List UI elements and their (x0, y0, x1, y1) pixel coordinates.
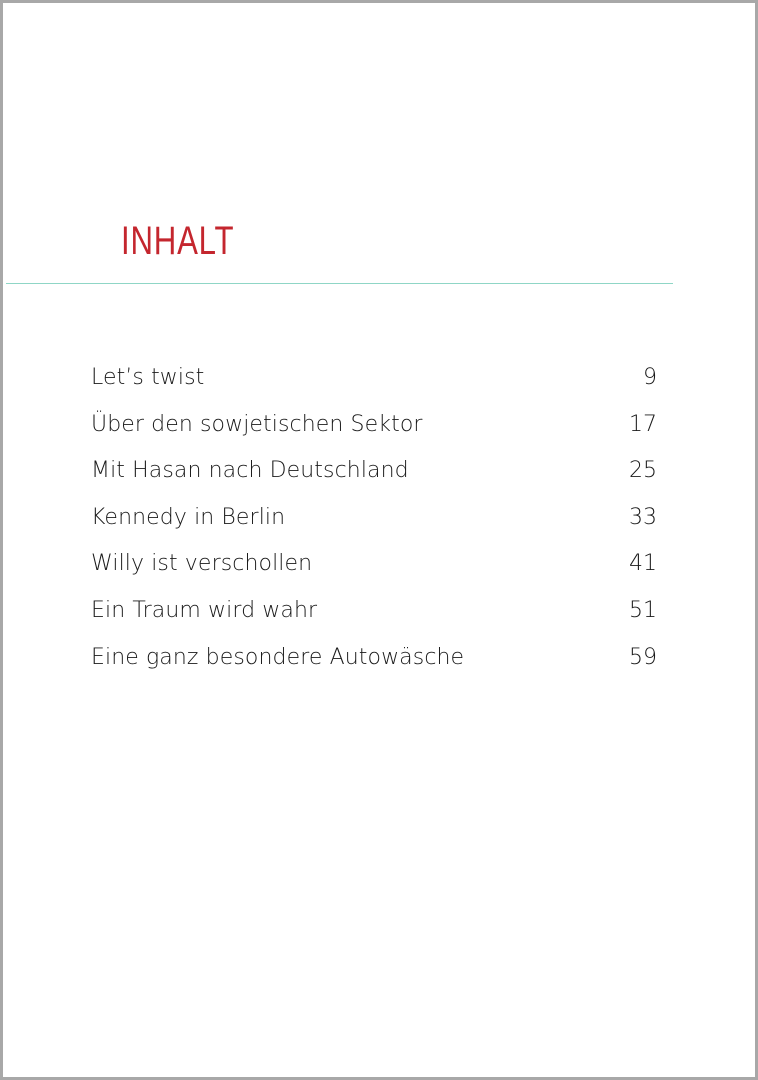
toc-entry-title: Let’s twist (91, 365, 205, 390)
toc-entry-page: 41 (629, 551, 657, 577)
toc-entry[interactable] (91, 448, 657, 495)
toc-heading: INHALT (121, 219, 235, 263)
toc-entry[interactable] (91, 635, 657, 682)
toc-entry[interactable] (91, 402, 657, 449)
toc-entry[interactable] (91, 588, 657, 635)
toc-entry[interactable] (91, 355, 657, 402)
toc-entry-page: 17 (629, 411, 657, 437)
heading-divider (6, 283, 673, 284)
toc-entry-page: 33 (629, 504, 657, 530)
table-of-contents (91, 355, 657, 681)
toc-entry-title: Eine ganz besondere Autowäsche (91, 644, 465, 670)
toc-entry-title: Willy ist verschollen (91, 551, 313, 577)
toc-entry-title: Über den sowjetischen Sektor (91, 411, 423, 437)
toc-entry[interactable] (91, 495, 657, 542)
toc-entry-page: 51 (629, 597, 657, 623)
toc-entry-title: Kennedy in Berlin (91, 504, 286, 530)
toc-entry-page: 25 (629, 458, 657, 484)
toc-entry-title: Mit Hasan nach Deutschland (91, 458, 409, 484)
toc-entry-page: 9 (643, 365, 657, 390)
toc-entry-title: Ein Traum wird wahr (91, 597, 318, 623)
toc-entry[interactable] (91, 541, 657, 588)
toc-entry-page: 59 (629, 644, 657, 670)
